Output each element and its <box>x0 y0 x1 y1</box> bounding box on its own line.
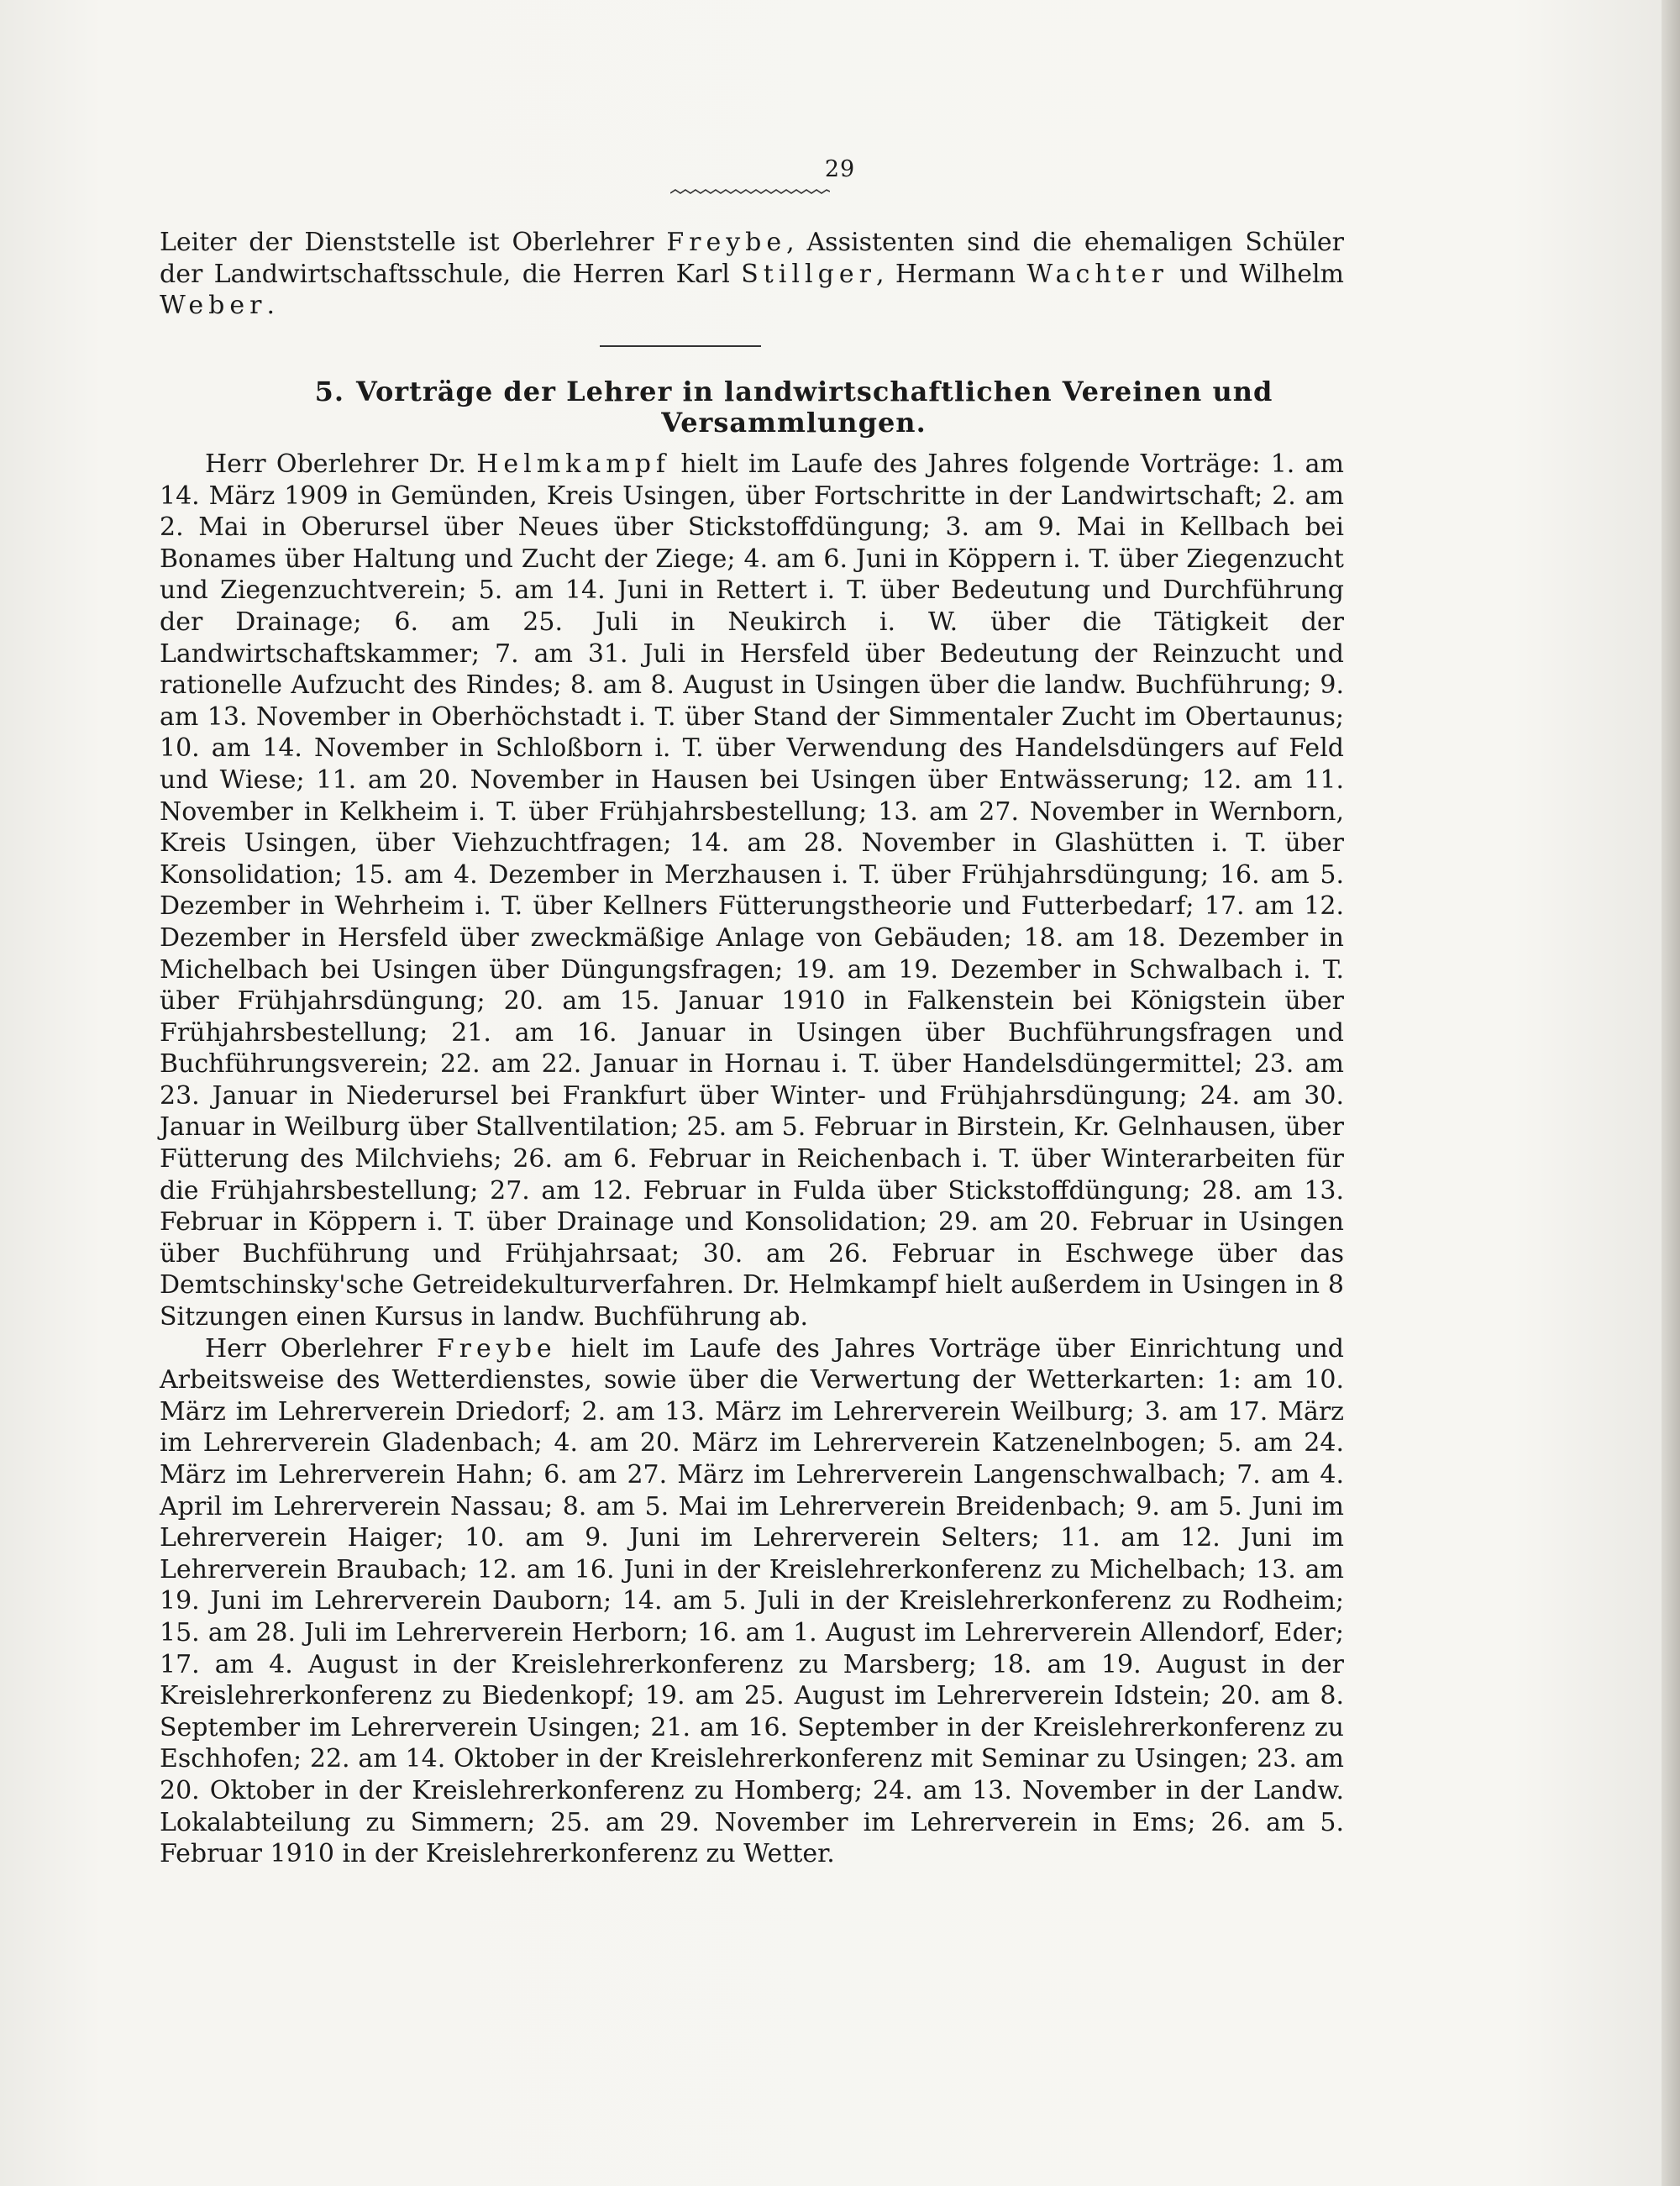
freybe-paragraph <box>160 1333 1344 1870</box>
intro-name-freybe: Freybe <box>666 228 787 257</box>
freybe-name: Freybe <box>436 1333 557 1364</box>
intro-paragraph <box>160 227 1344 322</box>
page-number: 29 <box>824 156 856 182</box>
section-heading <box>252 376 1336 439</box>
intro-text-e: . <box>266 291 275 321</box>
decorative-wave-ornament <box>670 187 830 197</box>
section-divider <box>600 345 761 347</box>
intro-paragraph-block <box>160 227 1344 322</box>
body-text-block <box>160 449 1344 1870</box>
intro-text-c: , Hermann <box>875 259 1027 289</box>
freybe-text-a: Herr Oberlehrer <box>205 1333 437 1364</box>
section-number: 5. <box>314 376 345 407</box>
intro-text-b: , Assistenten sind die ehemaligen Schüler der Landwirtschaftsschule, die Herren Karl <box>160 228 1344 289</box>
intro-name-wachter: Wachter <box>1026 259 1168 289</box>
helmkampf-text-a: Herr Oberlehrer Dr. <box>205 449 477 479</box>
helmkampf-name: Helmkampf <box>476 449 670 479</box>
page-edge-shadow <box>1662 0 1680 2186</box>
intro-text-d: und Wilhelm <box>1168 259 1344 289</box>
freybe-lecture-list: hielt im Laufe des Jahres Vorträge über Einrichtung und Arbeitsweise des Wetterdienstes, sowie über die Verwertung der Wetterkarten: 1: am 10. März im Lehrerverein Driedorf; 2. am 13. März im Lehrerverein Weilburg; 3. am 17. März im Lehrerverein Gladenbach; 4. am 20. März im Lehrerverein Katzenelnbogen; 5. am 24. März im Lehrerverein Hahn; 6. am 27. März im Lehrerverein Langenschwalbach; 7. am 4. April im Lehrerverein Nassau; 8. am 5. Mai im Lehrerverein Breidenbach; 9. am 5. Juni im Lehrerverein Haiger; 10. am 9. Juni im Lehrerverein Selters; 11. am 12. Juni im Lehrerverein Braubach; 12. am 16. Juni in der Kreislehrerkonferenz zu Michelbach; 13. am 19. Juni im Lehrerverein Dauborn; 14. am 5. Juli in der Kreislehrerkonferenz zu Rodheim; 15. am 28. Juli im Lehrerverein Herborn; 16. am 1. August im Lehrerverein Allendorf, Eder; 17. am 4. August in der Kreislehrerkonferenz zu Marsberg; 18. am 19. August in der Kreislehrerkonferenz zu Biedenkopf; 19. am 25. August im Lehrerverein Idstein; 20. am 8. September im Lehrerverein Usingen; 21. am 16. September in der Kreislehrerkonferenz zu Eschhofen; 22. am 14. Oktober in der Kreislehrerkonferenz mit Seminar zu Usingen; 23. am 20. Oktober in der Kreislehrerkonferenz zu Homberg; 24. am 13. November in der Landw. Lokalabteilung zu Simmern; 25. am 29. November im Lehrerverein in Ems; 26. am 5. Februar 1910 in der Kreislehrerkonferenz zu Wetter. <box>160 1333 1344 1869</box>
intro-name-weber: Weber <box>160 291 267 321</box>
section-title: Vorträge der Lehrer in landwirtschaftlichen Vereinen und Versammlungen. <box>356 376 1273 439</box>
helmkampf-lecture-list: hielt im Laufe des Jahres folgende Vorträge: 1. am 14. März 1909 in Gemünden, Kreis Usingen, über Fortschritte in der Landwirtschaft; 2. am 2. Mai in Oberursel über Neues über Stickstoffdüngung; 3. am 9. Mai in Kellbach bei Bonames über Haltung und Zucht der Ziege; 4. am 6. Juni in Köppern i. T. über Ziegenzucht und Ziegenzuchtverein; 5. am 14. Juni in Rettert i. T. über Bedeutung und Durchführung der Drainage; 6. am 25. Juli in Neukirch i. W. über die Tätigkeit der Landwirtschaftskammer; 7. am 31. Juli in Hersfeld über Bedeutung der Reinzucht und rationelle Aufzucht des Rindes; 8. am 8. August in Usingen über die landw. Buchführung; 9. am 13. November in Oberhöchstadt i. T. über Stand der Simmentaler Zucht im Obertaunus; 10. am 14. November in Schloßborn i. T. über Verwendung des Handelsdüngers auf Feld und Wiese; 11. am 20. November in Hausen bei Usingen über Entwässerung; 12. am 11. November in Kelkheim i. T. über Frühjahrsbestellung; 13. am 27. November in Wernborn, Kreis Usingen, über Viehzuchtfragen; 14. am 28. November in Glashütten i. T. über Konsolidation; 15. am 4. Dezember in Merzhausen i. T. über Frühjahrsdüngung; 16. am 5. Dezember in Wehrheim i. T. über Kellners Fütterungstheorie und Futterbedarf; 17. am 12. Dezember in Hersfeld über zweckmäßige Anlage von Gebäuden; 18. am 18. Dezember in Michelbach bei Usingen über Düngungsfragen; 19. am 19. Dezember in Schwalbach i. T. über Frühjahrsdüngung; 20. am 15. Januar 1910 in Falkenstein bei Königstein über Frühjahrsbestellung; 21. am 16. Januar in Usingen über Buchführungsfragen und Buchführungsverein; 22. am 22. Januar in Hornau i. T. über Handelsdüngermittel; 23. am 23. Januar in Niederursel bei Frankfurt über Winter- und Frühjahrsdüngung; 24. am 30. Januar in Weilburg über Stallventilation; 25. am 5. Februar in Birstein, Kr. Gelnhausen, über Fütterung des Milchviehs; 26. am 6. Februar in Reichenbach i. T. über Winterarbeiten für die Frühjahrsbestellung; 27. am 12. Februar in Fulda über Stickstoffdüngung; 28. am 13. Februar in Köppern i. T. über Drainage und Konsolidation; 29. am 20. Februar in Usingen über Buchführung und Frühjahrsaat; 30. am 26. Februar in Eschwege über das Demtschinsky'sche Getreidekulturverfahren. Dr. Helmkampf hielt außerdem in Usingen in 8 Sitzungen einen Kursus in landw. Buchführung ab. <box>160 449 1344 1332</box>
intro-name-stillger: Stillger <box>741 259 876 289</box>
intro-text-a: Leiter der Dienststelle ist Oberlehrer <box>160 228 667 257</box>
helmkampf-paragraph <box>160 449 1344 1333</box>
